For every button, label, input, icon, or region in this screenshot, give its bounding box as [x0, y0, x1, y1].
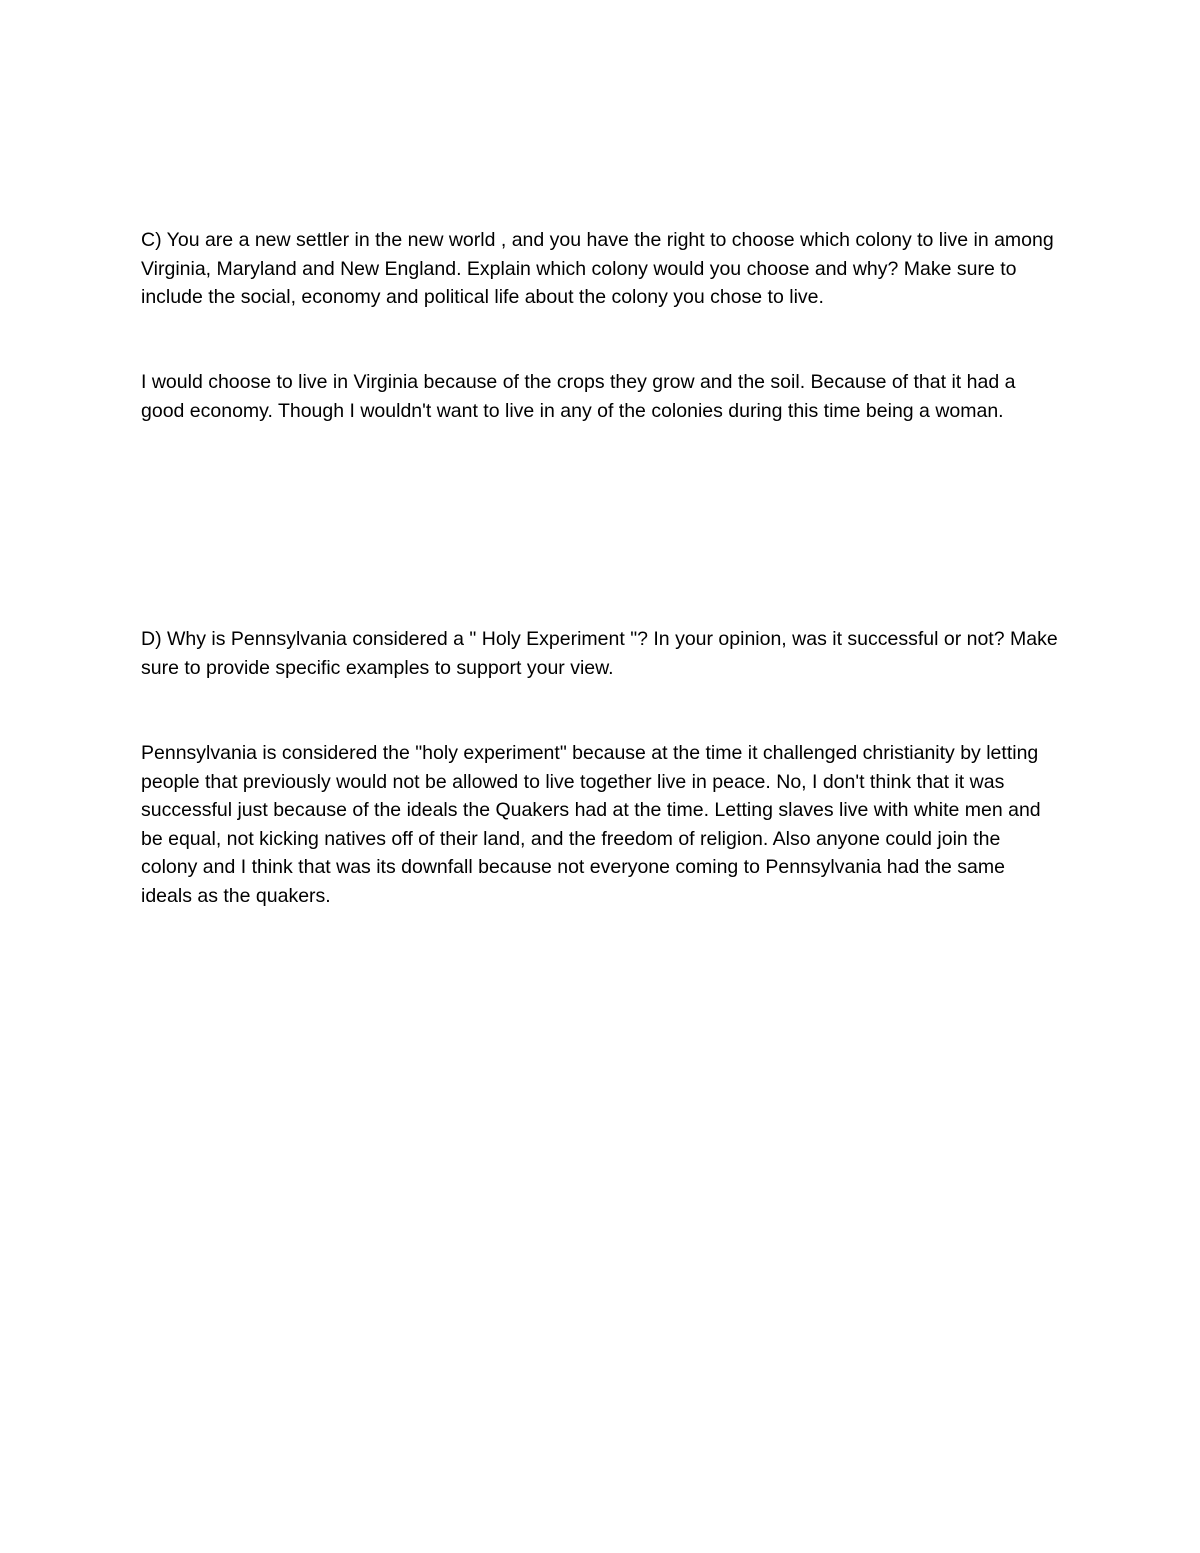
answer-d-text: Pennsylvania is considered the "holy experiment" because at the time it challenged christianity by letting people that previously would not be allowed to live together live in peace. No, I don't think that it was successful just because of the ideals the Quakers had at the time. Letting slaves live with white men and be equal, not kicking natives off of their land, and the freedom of religion. Also anyone could join the colony and I think that was its downfall because not everyone coming to Pennsylvania had the same ideals as the quakers. — [141, 742, 1041, 907]
question-c-text: C) You are a new settler in the new world , and you have the right to choose which colony to live in among Virginia, Maryland and New England. Explain which colony would you choose and why? Make sure to include the social, economy and political life about the colony you chose to live. — [141, 229, 1054, 308]
answer-c-text: I would choose to live in Virginia because of the crops they grow and the soil. Because of that it had a good economy. Though I wouldn't want to live in any of the colonies during this time being a woman. — [141, 371, 1016, 422]
question-d-text: D) Why is Pennsylvania considered a " Holy Experiment "? In your opinion, was it successful or not? Make sure to provide specific examples to support your view. — [141, 628, 1058, 679]
